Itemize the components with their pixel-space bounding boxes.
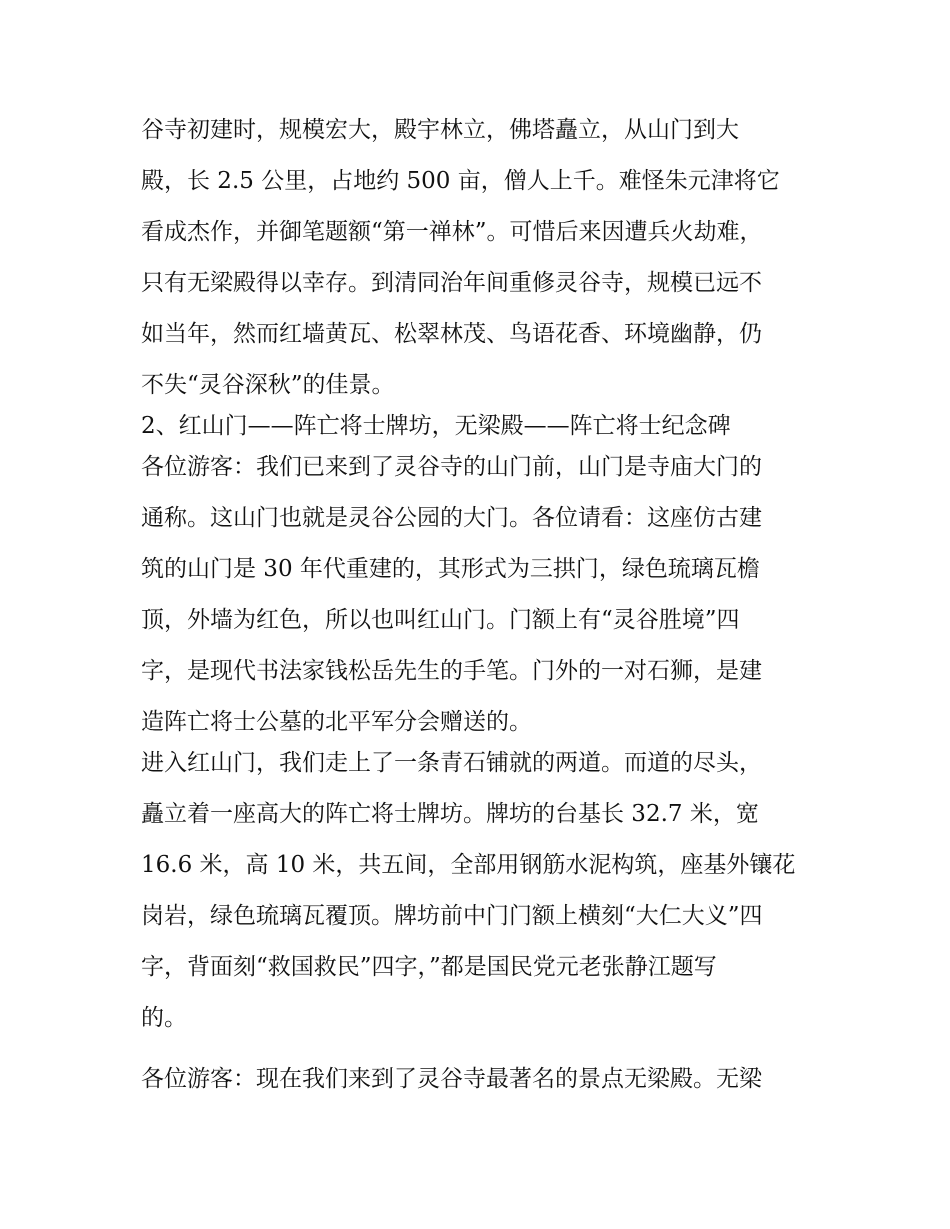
text-line: 字，背面刻“救国救民”四字，”都是国民党元老张静江题写	[141, 954, 717, 980]
section-heading: 2、红山门——阵亡将士牌坊，无梁殿——阵亡将士纪念碑	[141, 413, 731, 439]
document-body	[141, 108, 821, 1108]
text-line: 16.6 米，高 10 米，共五间，全部用钢筋水泥构筑，座基外镶花	[141, 852, 796, 878]
text-line: 岗岩，绿色琉璃瓦覆顶。牌坊前中门门额上横刻“大仁大义”四	[141, 903, 763, 929]
text-line: 如当年，然而红墙黄瓦、松翠林茂、鸟语花香、环境幽静，仍	[141, 321, 762, 347]
text-line: 各位游客：我们已来到了灵谷寺的山门前，山门是寺庙大门的	[141, 454, 762, 480]
text-line: 只有无梁殿得以幸存。到清同治年间重修灵谷寺，规模已远不	[141, 270, 762, 296]
text-line: 造阵亡将士公墓的北平军分会赠送的。	[141, 709, 532, 735]
text-line: 谷寺初建时，规模宏大，殿宇林立，佛塔矗立，从山门到大	[141, 117, 739, 143]
text-line: 不失“灵谷深秋”的佳景。	[141, 372, 395, 398]
text-line: 矗立着一座高大的阵亡将士牌坊。牌坊的台基长 32.7 米，宽	[141, 801, 759, 827]
text-line: 殿，长 2.5 公里，占地约 500 亩，僧人上千。难怪朱元津将它	[141, 168, 780, 194]
text-line: 各位游客：现在我们来到了灵谷寺最著名的景点无梁殿。无梁	[141, 1066, 762, 1092]
text-line: 筑的山门是 30 年代重建的，其形式为三拱门，绿色琉璃瓦檐	[141, 556, 760, 582]
text-line: 的。	[141, 1005, 187, 1031]
text-line: 顶，外墙为红色，所以也叫红山门。门额上有“灵谷胜境”四	[141, 607, 740, 633]
text-line: 进入红山门，我们走上了一条青石铺就的两道。而道的尽头，	[141, 750, 762, 776]
text-line: 字，是现代书法家钱松岳先生的手笔。门外的一对石狮，是建	[141, 658, 762, 684]
text-line: 看成杰作，并御笔题额“第一禅林”。可惜后来因遭兵火劫难，	[141, 219, 763, 245]
text-line: 通称。这山门也就是灵谷公园的大门。各位请看：这座仿古建	[141, 505, 762, 531]
